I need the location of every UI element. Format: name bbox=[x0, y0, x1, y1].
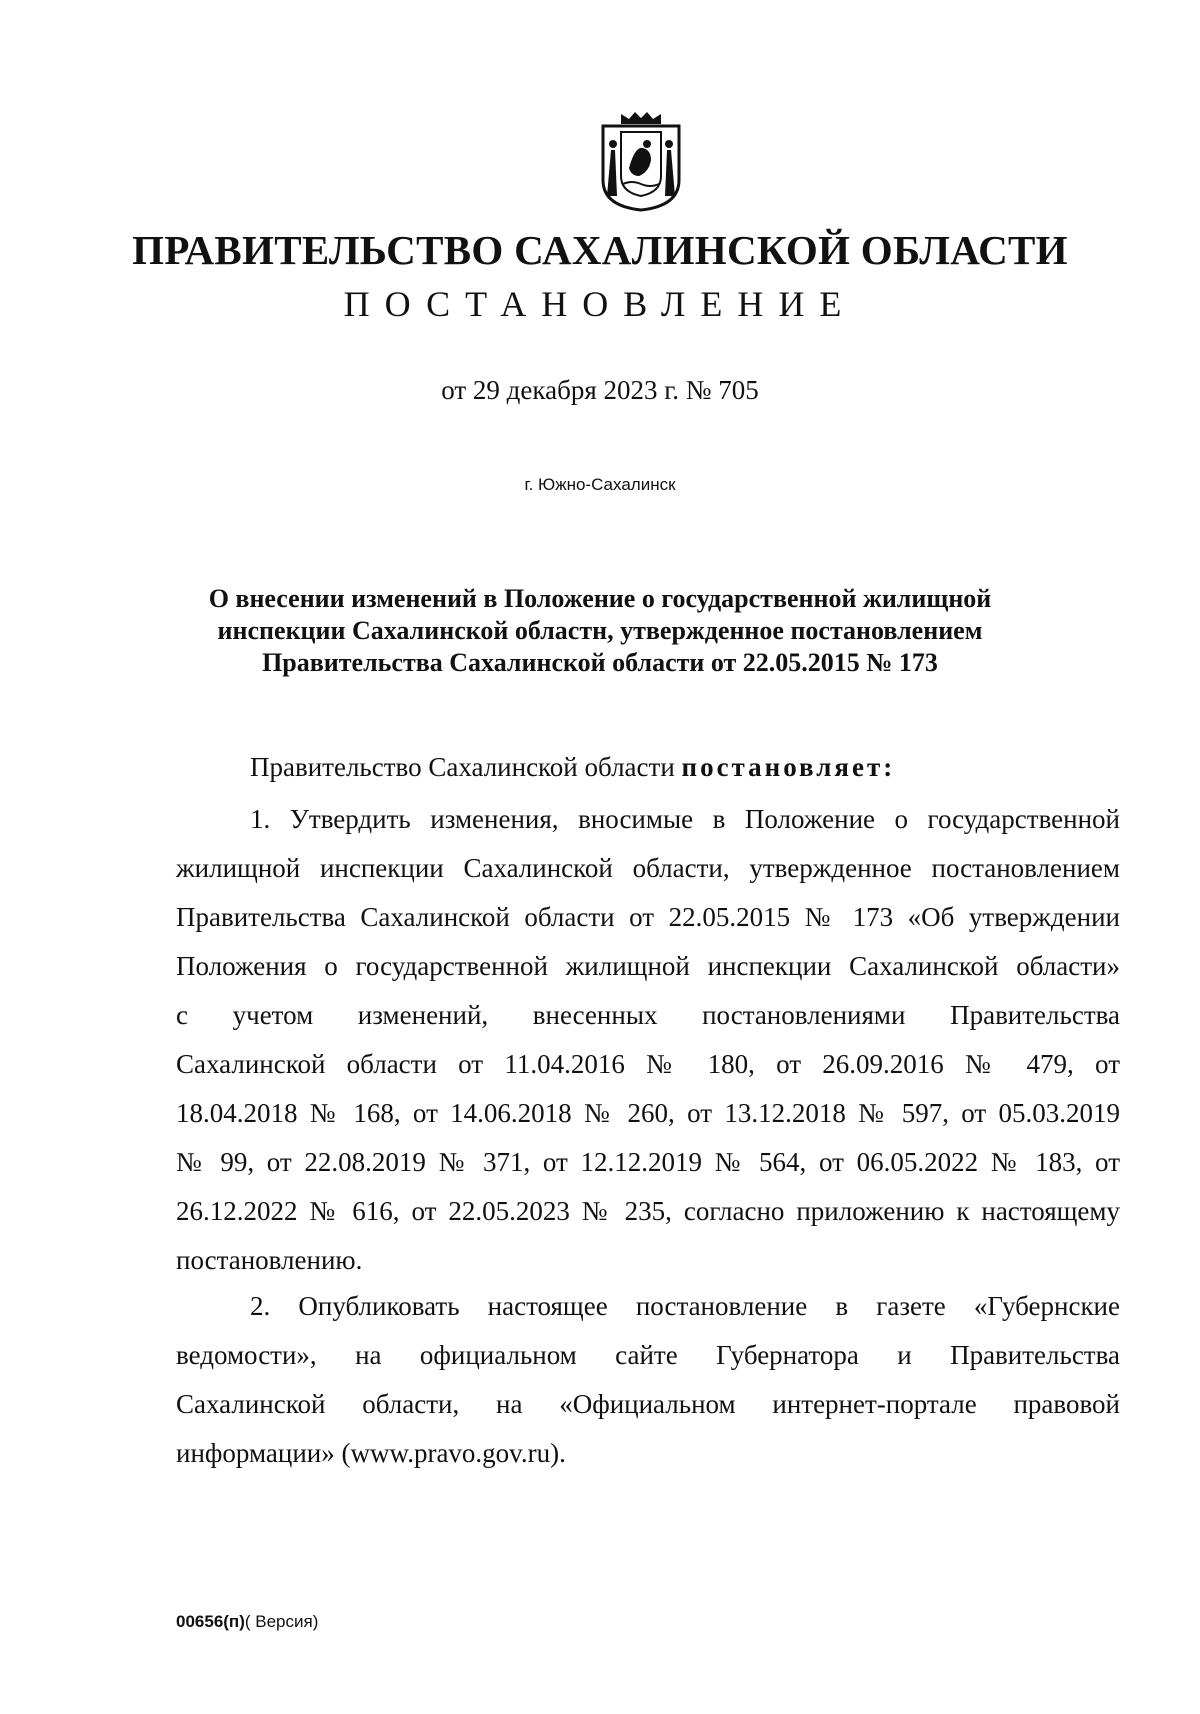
intro-emphasis: постановляет: bbox=[681, 752, 896, 782]
paragraph-line: Правительства Сахалинской области от 22.05.2015 № 173 «Об утверждении bbox=[176, 902, 1120, 932]
intro-text: Правительство Сахалинской области bbox=[250, 752, 682, 782]
intro-paragraph bbox=[176, 743, 1120, 792]
document-date-number: от 29 декабря 2023 г. № 705 bbox=[441, 375, 759, 405]
document-subject bbox=[160, 583, 1040, 679]
subject-line: инспекции Сахалинской областн, утвержденное постановлением bbox=[217, 616, 983, 645]
paragraph-1 bbox=[176, 795, 1120, 1285]
document-type: ПОСТАНОВЛЕНИЕ bbox=[343, 284, 857, 324]
subject-line: Правительства Сахалинской области от 22.05.2015 № 173 bbox=[262, 648, 938, 677]
paragraph-line: 26.12.2022 № 616, от 22.05.2023 № 235, согласно приложению к настоящему bbox=[176, 1196, 1120, 1226]
paragraph-line: 2. Опубликовать настоящее постановление в газете «Губернские bbox=[250, 1291, 1120, 1321]
document-footer bbox=[176, 1612, 318, 1632]
paragraph-line: Сахалинской области от 11.04.2016 № 180, от 26.09.2016 № 479, от bbox=[176, 1049, 1120, 1079]
coat-of-arms-icon bbox=[591, 110, 691, 212]
paragraph-line: 1. Утвердить изменения, вносимые в Положение о государственной bbox=[250, 804, 1120, 834]
paragraph-line: ведомости», на официальном сайте Губернатора и Правительства bbox=[176, 1340, 1120, 1370]
paragraph-line: Положения о государственной жилищной инспекции Сахалинской области» bbox=[176, 951, 1120, 981]
paragraph-line: № 99, от 22.08.2019 № 371, от 12.12.2019 № 564, от 06.05.2022 № 183, от bbox=[176, 1147, 1120, 1177]
paragraph-2 bbox=[176, 1282, 1120, 1478]
subject-line: О внесении изменений в Положение о государственной жилищной bbox=[208, 584, 992, 613]
footer-version: ( Версия) bbox=[244, 1612, 319, 1631]
footer-code: 00656(п) bbox=[176, 1612, 245, 1631]
paragraph-line: жилищной инспекции Сахалинской области, утвержденное постановлением bbox=[176, 853, 1120, 883]
document-city: г. Южно-Сахалинск bbox=[524, 475, 676, 494]
paragraph-line: с учетом изменений, внесенных постановлениями Правительства bbox=[176, 1000, 1120, 1030]
paragraph-line: постановлению. bbox=[176, 1245, 363, 1275]
paragraph-line: 18.04.2018 № 168, от 14.06.2018 № 260, от 13.12.2018 № 597, от 05.03.2019 bbox=[176, 1098, 1120, 1128]
paragraph-line: Сахалинской области, на «Официальном интернет-портале правовой bbox=[176, 1389, 1120, 1419]
organization-title: ПРАВИТЕЛЬСТВО САХАЛИНСКОЙ ОБЛАСТИ bbox=[132, 227, 1068, 273]
paragraph-line: информации» (www.pravo.gov.ru). bbox=[176, 1438, 566, 1468]
